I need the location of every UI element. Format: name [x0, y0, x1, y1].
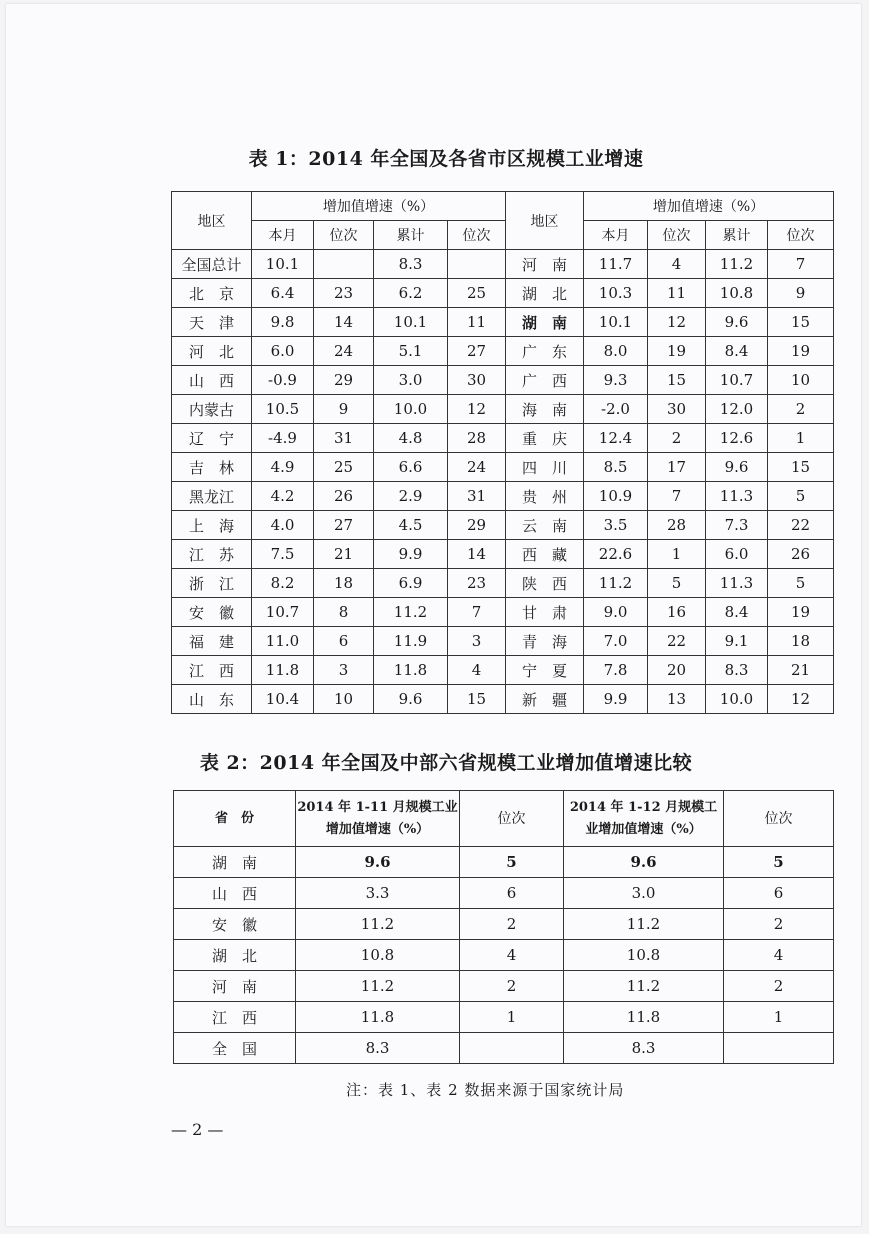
value-cell: -4.9 — [252, 424, 314, 453]
value-cell: 8.3 — [296, 1033, 460, 1064]
value-cell: 6 — [724, 878, 834, 909]
value-cell: 10.8 — [296, 940, 460, 971]
value-cell: 6.2 — [374, 279, 448, 308]
region-cell: 北 京 — [172, 279, 252, 308]
region-cell: 江 苏 — [172, 540, 252, 569]
value-cell: 9.8 — [252, 308, 314, 337]
table-row — [172, 627, 834, 656]
region-cell: 甘 肃 — [506, 598, 584, 627]
province-cell: 湖 南 — [174, 847, 296, 878]
value-cell: 11 — [448, 308, 506, 337]
value-cell: 5.1 — [374, 337, 448, 366]
document-page — [6, 4, 861, 1226]
value-cell: 10.5 — [252, 395, 314, 424]
value-cell — [724, 1033, 834, 1064]
value-cell: 6 — [460, 878, 564, 909]
table-row — [174, 1033, 834, 1064]
value-cell: 12 — [648, 308, 706, 337]
value-cell: 4.0 — [252, 511, 314, 540]
value-cell: 1 — [724, 1002, 834, 1033]
value-cell: 30 — [448, 366, 506, 395]
value-cell: 6.0 — [706, 540, 768, 569]
source-note: 注：表 1、表 2 数据来源于国家统计局 — [346, 1081, 625, 1099]
col-header-month: 本月 — [584, 221, 648, 250]
value-cell: 5 — [768, 482, 834, 511]
table-row — [172, 308, 834, 337]
region-cell: 广 东 — [506, 337, 584, 366]
value-cell: 14 — [314, 308, 374, 337]
value-cell: 11.3 — [706, 569, 768, 598]
value-cell: 9.6 — [706, 453, 768, 482]
table-row — [172, 482, 834, 511]
value-cell: 9.6 — [564, 847, 724, 878]
value-cell: 25 — [448, 279, 506, 308]
col-header-cumulative: 累计 — [374, 221, 448, 250]
value-cell: 10 — [314, 685, 374, 714]
value-cell: 3.0 — [374, 366, 448, 395]
col-header-rank: 位次 — [448, 221, 506, 250]
value-cell: 5 — [460, 847, 564, 878]
value-cell: 10.8 — [706, 279, 768, 308]
table-row — [174, 909, 834, 940]
value-cell: 13 — [648, 685, 706, 714]
value-cell: 11.8 — [252, 656, 314, 685]
value-cell: 4.2 — [252, 482, 314, 511]
value-cell: 18 — [768, 627, 834, 656]
value-cell: 23 — [314, 279, 374, 308]
value-cell: 1 — [648, 540, 706, 569]
value-cell: 2.9 — [374, 482, 448, 511]
value-cell: 3 — [448, 627, 506, 656]
value-cell: 4 — [460, 940, 564, 971]
value-cell: 19 — [768, 598, 834, 627]
value-cell: 29 — [448, 511, 506, 540]
region-cell: 海 南 — [506, 395, 584, 424]
value-cell: 11.0 — [252, 627, 314, 656]
value-cell: 15 — [768, 308, 834, 337]
table-row — [172, 569, 834, 598]
value-cell: 10.1 — [584, 308, 648, 337]
value-cell: 2 — [768, 395, 834, 424]
region-cell: 新 疆 — [506, 685, 584, 714]
value-cell: 1 — [460, 1002, 564, 1033]
value-cell: 9.9 — [584, 685, 648, 714]
value-cell: 11.8 — [374, 656, 448, 685]
region-cell: 浙 江 — [172, 569, 252, 598]
value-cell: 9.6 — [374, 685, 448, 714]
value-cell: 27 — [448, 337, 506, 366]
value-cell: 11.2 — [296, 971, 460, 1002]
value-cell: 10.9 — [584, 482, 648, 511]
value-cell: 8.3 — [564, 1033, 724, 1064]
value-cell: 21 — [768, 656, 834, 685]
value-cell: 9.1 — [706, 627, 768, 656]
value-cell: 8.3 — [706, 656, 768, 685]
jan-dec-growth-header: 2014 年 1-12 月规模工业增加值增速（%） — [564, 791, 724, 847]
value-cell: 8.4 — [706, 598, 768, 627]
growth-group-header: 增加值增速（%） — [584, 192, 834, 221]
value-cell: -2.0 — [584, 395, 648, 424]
value-cell: 10.3 — [584, 279, 648, 308]
value-cell: 9.6 — [296, 847, 460, 878]
value-cell: 11.7 — [584, 250, 648, 279]
value-cell: 3 — [314, 656, 374, 685]
value-cell: 11.2 — [706, 250, 768, 279]
province-cell: 江 西 — [174, 1002, 296, 1033]
region-cell: 重 庆 — [506, 424, 584, 453]
value-cell: 8.0 — [584, 337, 648, 366]
provincial-growth-table — [171, 191, 834, 714]
value-cell: 4 — [648, 250, 706, 279]
value-cell: 8.5 — [584, 453, 648, 482]
value-cell: 12 — [768, 685, 834, 714]
value-cell: 11.2 — [374, 598, 448, 627]
region-cell: 河 南 — [506, 250, 584, 279]
region-cell: 河 北 — [172, 337, 252, 366]
value-cell: 3.5 — [584, 511, 648, 540]
province-cell: 山 西 — [174, 878, 296, 909]
value-cell: 10.7 — [706, 366, 768, 395]
value-cell: 4.5 — [374, 511, 448, 540]
value-cell: 10.1 — [252, 250, 314, 279]
table-row — [172, 279, 834, 308]
region-cell: 湖 北 — [506, 279, 584, 308]
value-cell: 3.3 — [296, 878, 460, 909]
value-cell: 5 — [724, 847, 834, 878]
value-cell: 5 — [768, 569, 834, 598]
value-cell: 8.3 — [374, 250, 448, 279]
table-row — [172, 598, 834, 627]
table-row — [172, 337, 834, 366]
region-cell: 宁 夏 — [506, 656, 584, 685]
central-provinces-table — [173, 790, 834, 1064]
col-header-month: 本月 — [252, 221, 314, 250]
value-cell: 4 — [448, 656, 506, 685]
value-cell: 6.4 — [252, 279, 314, 308]
value-cell: 19 — [768, 337, 834, 366]
region-header: 地区 — [506, 192, 584, 250]
table-row — [174, 878, 834, 909]
value-cell: 15 — [648, 366, 706, 395]
region-cell: 吉 林 — [172, 453, 252, 482]
value-cell: 31 — [448, 482, 506, 511]
region-cell: 湖 南 — [506, 308, 584, 337]
value-cell: 8 — [314, 598, 374, 627]
value-cell: 10.0 — [374, 395, 448, 424]
table2-title: 表 2：2014 年全国及中部六省规模工业增加值增速比较 — [199, 752, 693, 774]
rank-header: 位次 — [460, 791, 564, 847]
table-row — [172, 656, 834, 685]
value-cell: 28 — [448, 424, 506, 453]
value-cell: 9 — [768, 279, 834, 308]
province-cell: 安 徽 — [174, 909, 296, 940]
region-header: 地区 — [172, 192, 252, 250]
value-cell: 4.8 — [374, 424, 448, 453]
value-cell: 12.0 — [706, 395, 768, 424]
value-cell: 24 — [448, 453, 506, 482]
region-cell: 福 建 — [172, 627, 252, 656]
value-cell: 11.8 — [564, 1002, 724, 1033]
value-cell: 2 — [724, 909, 834, 940]
value-cell: 9.6 — [706, 308, 768, 337]
value-cell: 11.2 — [564, 909, 724, 940]
province-cell: 河 南 — [174, 971, 296, 1002]
region-cell: 内蒙古 — [172, 395, 252, 424]
table1-title: 表 1：2014 年全国及各省市区规模工业增速 — [248, 148, 644, 170]
value-cell: 12.4 — [584, 424, 648, 453]
value-cell: 27 — [314, 511, 374, 540]
value-cell: 22 — [648, 627, 706, 656]
value-cell: 10.7 — [252, 598, 314, 627]
value-cell: 23 — [448, 569, 506, 598]
value-cell: 11.2 — [296, 909, 460, 940]
value-cell: 10.0 — [706, 685, 768, 714]
value-cell: 7.3 — [706, 511, 768, 540]
value-cell: 30 — [648, 395, 706, 424]
value-cell: 19 — [648, 337, 706, 366]
table-row — [172, 685, 834, 714]
value-cell: 3.0 — [564, 878, 724, 909]
province-cell: 全 国 — [174, 1033, 296, 1064]
value-cell: 6 — [314, 627, 374, 656]
value-cell: 11.2 — [564, 971, 724, 1002]
value-cell: 25 — [314, 453, 374, 482]
col-header-rank: 位次 — [314, 221, 374, 250]
value-cell: 2 — [724, 971, 834, 1002]
value-cell: 22.6 — [584, 540, 648, 569]
value-cell: 7 — [768, 250, 834, 279]
region-cell: 西 藏 — [506, 540, 584, 569]
value-cell: 15 — [448, 685, 506, 714]
province-cell: 湖 北 — [174, 940, 296, 971]
value-cell: -0.9 — [252, 366, 314, 395]
value-cell: 31 — [314, 424, 374, 453]
value-cell: 11.2 — [584, 569, 648, 598]
value-cell: 10.8 — [564, 940, 724, 971]
region-cell: 上 海 — [172, 511, 252, 540]
table-row — [172, 250, 834, 279]
col-header-rank: 位次 — [648, 221, 706, 250]
value-cell: 4.9 — [252, 453, 314, 482]
value-cell: 11 — [648, 279, 706, 308]
table-row — [172, 453, 834, 482]
value-cell: 11.9 — [374, 627, 448, 656]
value-cell: 9.0 — [584, 598, 648, 627]
value-cell: 6.6 — [374, 453, 448, 482]
value-cell: 28 — [648, 511, 706, 540]
value-cell: 11.8 — [296, 1002, 460, 1033]
region-cell: 山 西 — [172, 366, 252, 395]
value-cell: 2 — [460, 971, 564, 1002]
rank-header: 位次 — [724, 791, 834, 847]
value-cell: 24 — [314, 337, 374, 366]
value-cell: 7 — [448, 598, 506, 627]
region-cell: 天 津 — [172, 308, 252, 337]
value-cell: 7.0 — [584, 627, 648, 656]
table-row — [174, 940, 834, 971]
value-cell: 2 — [648, 424, 706, 453]
value-cell: 7.8 — [584, 656, 648, 685]
value-cell: 14 — [448, 540, 506, 569]
jan-nov-growth-header: 2014 年 1-11 月规模工业增加值增速（%） — [296, 791, 460, 847]
value-cell: 12 — [448, 395, 506, 424]
region-cell: 安 徽 — [172, 598, 252, 627]
value-cell: 7.5 — [252, 540, 314, 569]
value-cell: 6.0 — [252, 337, 314, 366]
province-header: 省 份 — [174, 791, 296, 847]
table-row — [174, 847, 834, 878]
value-cell: 9 — [314, 395, 374, 424]
table-row — [172, 395, 834, 424]
region-cell: 云 南 — [506, 511, 584, 540]
region-cell: 辽 宁 — [172, 424, 252, 453]
region-cell: 黑龙江 — [172, 482, 252, 511]
region-cell: 四 川 — [506, 453, 584, 482]
value-cell: 6.9 — [374, 569, 448, 598]
value-cell: 18 — [314, 569, 374, 598]
value-cell: 22 — [768, 511, 834, 540]
value-cell: 11.3 — [706, 482, 768, 511]
value-cell: 21 — [314, 540, 374, 569]
value-cell — [448, 250, 506, 279]
page-number: — 2 — — [171, 1120, 224, 1139]
region-cell: 青 海 — [506, 627, 584, 656]
value-cell: 5 — [648, 569, 706, 598]
value-cell: 12.6 — [706, 424, 768, 453]
value-cell: 10 — [768, 366, 834, 395]
value-cell: 29 — [314, 366, 374, 395]
col-header-rank: 位次 — [768, 221, 834, 250]
table-row — [174, 1002, 834, 1033]
value-cell: 7 — [648, 482, 706, 511]
table-row — [174, 971, 834, 1002]
region-cell: 广 西 — [506, 366, 584, 395]
value-cell: 17 — [648, 453, 706, 482]
value-cell: 1 — [768, 424, 834, 453]
value-cell: 10.1 — [374, 308, 448, 337]
value-cell: 2 — [460, 909, 564, 940]
value-cell: 26 — [314, 482, 374, 511]
value-cell: 4 — [724, 940, 834, 971]
value-cell: 10.4 — [252, 685, 314, 714]
value-cell: 9.9 — [374, 540, 448, 569]
region-cell: 贵 州 — [506, 482, 584, 511]
value-cell — [460, 1033, 564, 1064]
value-cell: 9.3 — [584, 366, 648, 395]
col-header-cumulative: 累计 — [706, 221, 768, 250]
region-cell: 山 东 — [172, 685, 252, 714]
value-cell: 16 — [648, 598, 706, 627]
table-row — [172, 511, 834, 540]
value-cell: 15 — [768, 453, 834, 482]
value-cell: 8.2 — [252, 569, 314, 598]
growth-group-header: 增加值增速（%） — [252, 192, 506, 221]
table-row — [172, 366, 834, 395]
value-cell: 20 — [648, 656, 706, 685]
region-cell: 全国总计 — [172, 250, 252, 279]
table-row — [172, 540, 834, 569]
region-cell: 陕 西 — [506, 569, 584, 598]
value-cell — [314, 250, 374, 279]
region-cell: 江 西 — [172, 656, 252, 685]
table-row — [172, 424, 834, 453]
value-cell: 26 — [768, 540, 834, 569]
value-cell: 8.4 — [706, 337, 768, 366]
